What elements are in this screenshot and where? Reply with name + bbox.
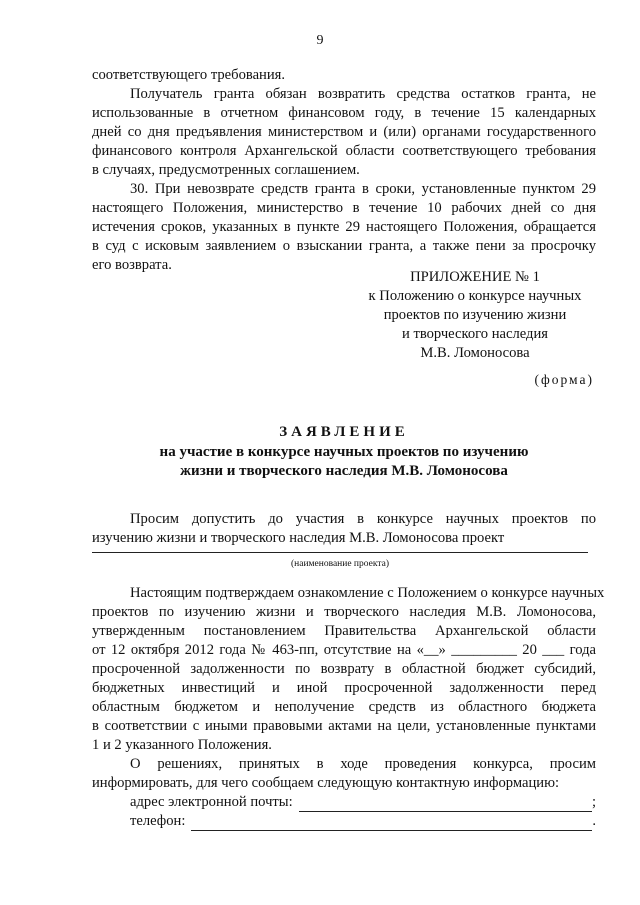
project-name-caption: (наименование проекта) [290, 559, 389, 569]
page-number: 9 [316, 33, 324, 48]
paragraph-line: дней со дня предъявления министерством и (или) органами государственного [92, 124, 596, 140]
phone-label: телефон: [130, 813, 186, 829]
document-subtitle: на участие в конкурсе научных проектов по изучению [159, 444, 529, 460]
paragraph-line: от 12 октября 2012 года № 463-пп, отсутствие на «__» _________ 20 ___ года [92, 642, 596, 658]
paragraph-line: Получатель гранта обязан возвратить средства остатков гранта, не [130, 86, 596, 102]
appendix-line: к Положению о конкурсе научных [368, 288, 582, 304]
email-field[interactable] [299, 797, 592, 812]
paragraph-line: изучению жизни и творческого наследия М.В. Ломоносова проект [92, 530, 505, 546]
paragraph-line: в случаях, предусмотренных соглашением. [92, 162, 360, 178]
paragraph-line: настоящего Положения, министерство в течение 10 рабочих дней со дня [92, 200, 596, 216]
email-end: ; [591, 794, 596, 810]
email-row [92, 793, 596, 812]
appendix-title: ПРИЛОЖЕНИЕ № 1 [410, 269, 540, 285]
paragraph-line: 1 и 2 указанного Положения. [92, 737, 272, 753]
paragraph-line: истечения сроков, указанных в пункте 29 настоящего Положения, обращается [92, 219, 596, 235]
appendix-line: М.В. Ломоносова [420, 345, 530, 361]
phone-end: . [592, 813, 596, 829]
paragraph-line: Просим допустить до участия в конкурсе научных проектов по [130, 511, 596, 527]
project-name-field[interactable] [92, 552, 588, 553]
paragraph-line: утвержденным постановлением Правительства Архангельской области [92, 623, 596, 639]
document-subtitle: жизни и творческого наследия М.В. Ломоносова [180, 463, 508, 479]
appendix-line: проектов по изучению жизни [383, 307, 567, 323]
paragraph-line: О решениях, принятых в ходе проведения конкурса, просим [130, 756, 596, 772]
paragraph-line: финансового контроля Архангельской области соответствующего требования [92, 143, 596, 159]
paragraph-line: информировать, для чего сообщаем следующую контактную информацию: [92, 775, 560, 791]
appendix-line: и творческого наследия [401, 326, 548, 342]
email-label: адрес электронной почты: [130, 794, 293, 810]
phone-field[interactable] [191, 816, 592, 831]
paragraph-line: проектов по изучению жизни и творческого наследия М.В. Ломоносова, [92, 604, 596, 620]
paragraph-line: его возврата. [92, 257, 172, 273]
paragraph-line: соответствующего требования. [92, 67, 286, 83]
paragraph-line: 30. При невозврате средств гранта в сроки, установленные пунктом 29 [130, 181, 596, 197]
paragraph-line: просроченной задолженности по возврату в областной бюджет субсидий, [92, 661, 596, 677]
phone-row [92, 812, 596, 831]
form-label: (форма) [534, 372, 594, 387]
paragraph-line: Настоящим подтверждаем ознакомление с Положением о конкурсе научных [130, 585, 605, 601]
document-title: ЗАЯВЛЕНИЕ [279, 424, 409, 440]
paragraph-line: в суд с исковым заявлением о взыскании гранта, а также пени за просрочку [92, 238, 596, 254]
paragraph-line: в соответствии с иными правовыми актами на цели, установленные пунктами [92, 718, 596, 734]
paragraph-line: областным бюджетом и неполучение средств из областного бюджета [92, 699, 596, 715]
paragraph-line: бюджетных инвестиций и иной просроченной задолженности перед [92, 680, 596, 696]
paragraph-line: использованные в отчетном финансовом году, в течение 15 календарных [92, 105, 596, 121]
